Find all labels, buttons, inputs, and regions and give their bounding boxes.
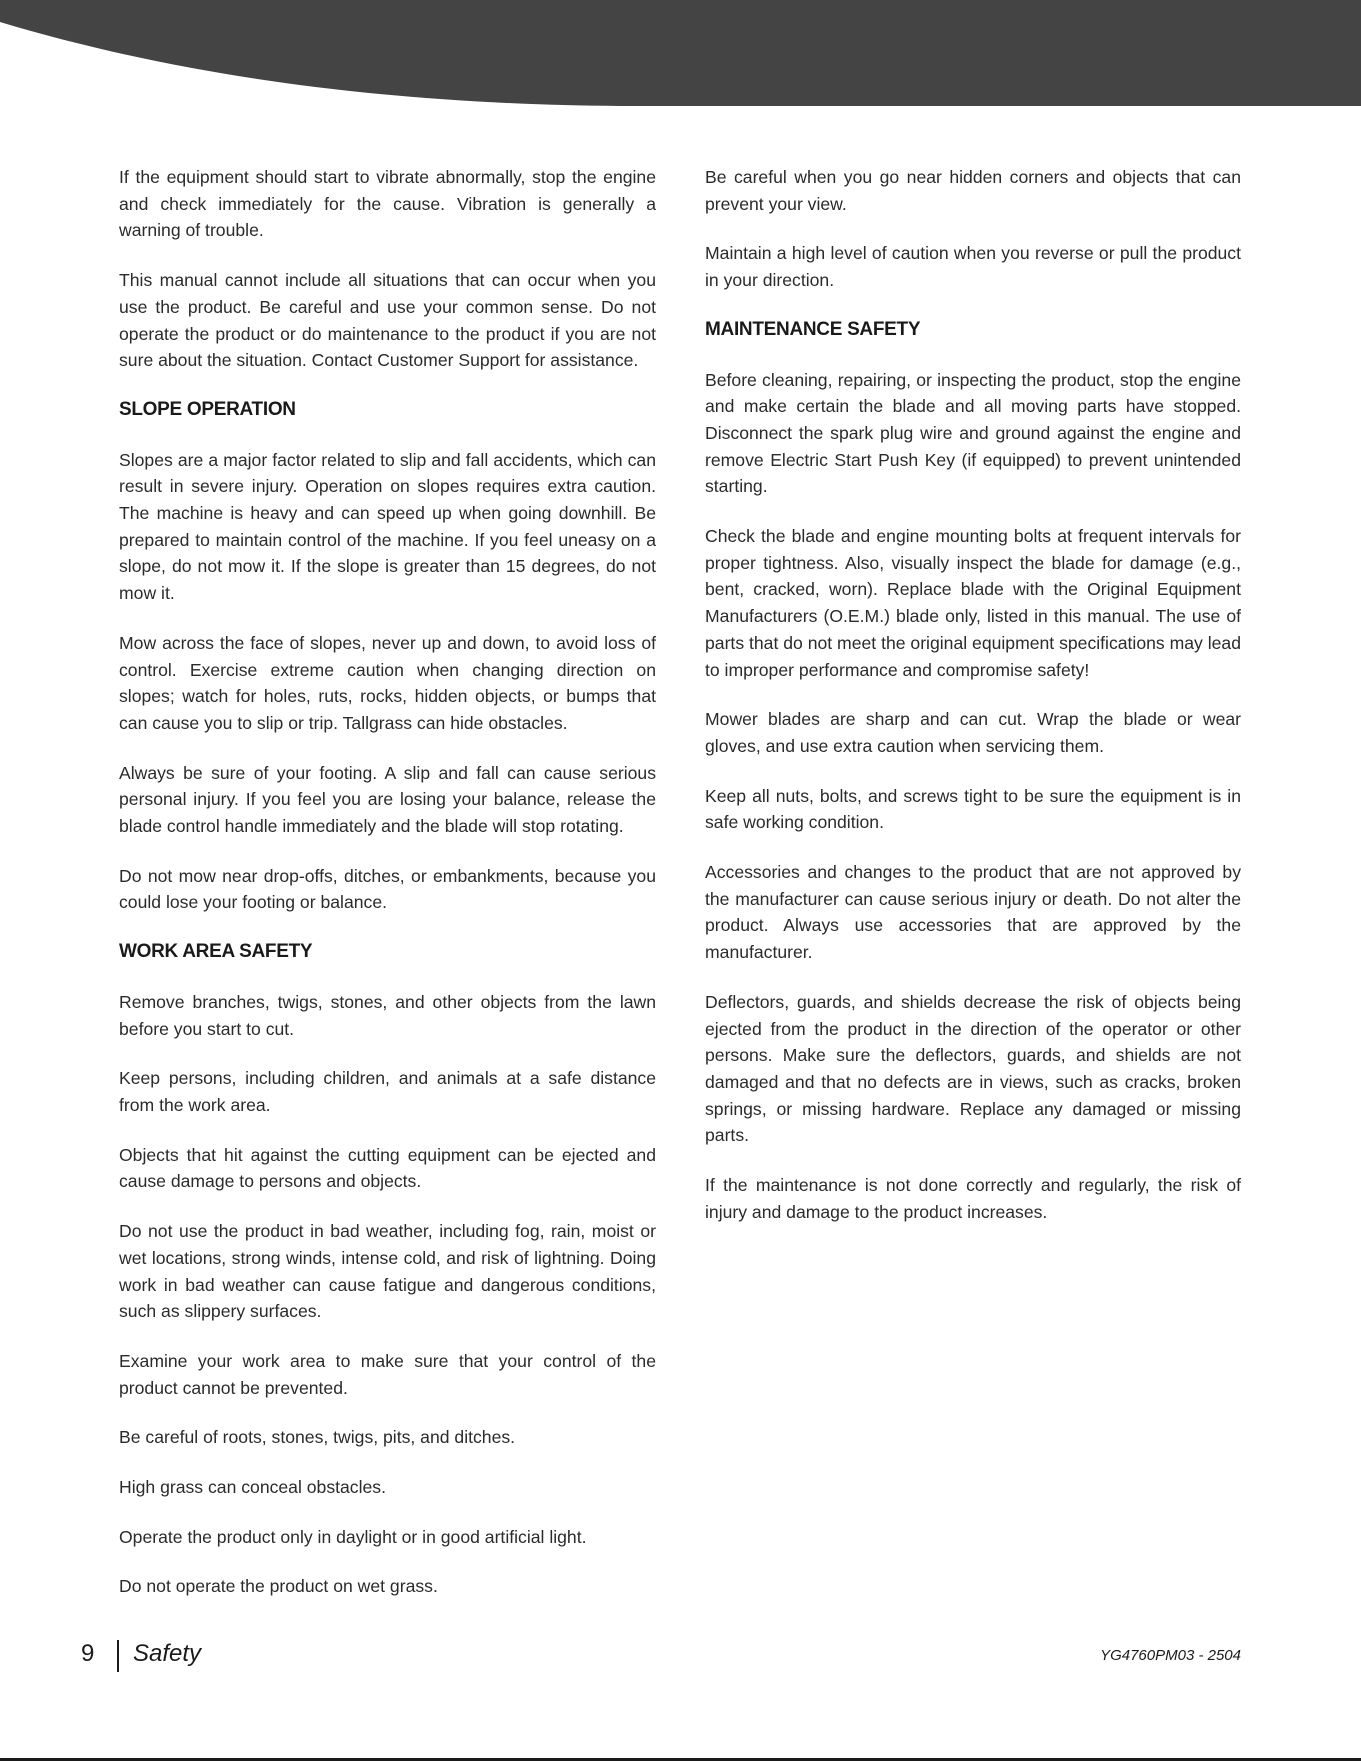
paragraph-remove-branches: Remove branches, twigs, stones, and other objects from the lawn before you start to cut.	[119, 991, 656, 1039]
paragraph-vibration: If the equipment should start to vibrate abnormally, stop the engine and check immediately for the cause. Vibration is generally a warning of trouble.	[119, 167, 656, 241]
paragraph-wet-grass: Do not operate the product on wet grass.	[119, 1576, 438, 1597]
heading-work-area-safety: WORK AREA SAFETY	[119, 941, 313, 963]
right-column	[705, 164, 1241, 1249]
paragraph-deflectors: Deflectors, guards, and shields decrease the risk of objects being ejected from the product in the direction of the operator or other persons. Make sure the deflectors, guards, and shields are not damaged and that no defects are in views, such as cracks, broken springs, or missing hardware. Replace any damaged or missing parts.	[705, 991, 1241, 1146]
paragraph-ejected-objects: Objects that hit against the cutting equipment can be ejected and cause damage to persons and objects.	[119, 1144, 656, 1192]
paragraph-daylight: Operate the product only in daylight or in good artificial light.	[119, 1526, 587, 1547]
paragraph-drop-offs: Do not mow near drop-offs, ditches, or embankments, because you could lose your footing or balance.	[119, 865, 656, 913]
footer-section-label: Safety	[133, 1640, 202, 1667]
paragraph-hidden-corners: Be careful when you go near hidden corners and objects that can prevent your view.	[705, 167, 1241, 214]
paragraph-before-cleaning: Before cleaning, repairing, or inspecting the product, stop the engine and make certain the blade and all moving parts have stopped. Disconnect the spark plug wire and ground against the engine and remove Electric Start Push Key (if equipped) to prevent unintended starting.	[705, 369, 1241, 497]
footer-divider	[117, 1640, 119, 1672]
paragraph-check-blade: Check the blade and engine mounting bolts at frequent intervals for proper tightness. Also, visually inspect the blade for damage (e.g., bent, cracked, worn). Replace blade with the Original Equipment Manufacturers (O.E.M.) blade only, listed in this manual. The use of parts that do not meet the original equipment specifications may lead to improper performance and compromise safety!	[705, 526, 1241, 680]
paragraph-bad-weather: Do not use the product in bad weather, including fog, rain, moist or wet locations, strong winds, intense cold, and risk of lightning. Doing work in bad weather can cause fatigue and dangerous conditions, such as slippery surfaces.	[119, 1221, 656, 1322]
paragraph-keep-persons: Keep persons, including children, and animals at a safe distance from the work area.	[119, 1068, 656, 1115]
paragraph-maintenance-risk: If the maintenance is not done correctly and regularly, the risk of injury and damage to the product increases.	[705, 1175, 1241, 1222]
header-band	[0, 0, 1361, 110]
paragraph-high-grass: High grass can conceal obstacles.	[119, 1477, 386, 1498]
heading-slope-operation: SLOPE OPERATION	[119, 398, 296, 420]
page-number: 9	[81, 1640, 95, 1667]
paragraph-slopes-accidents: Slopes are a major factor related to slip and fall accidents, which can result in severe injury. Operation on slopes requires extra caution. The machine is heavy and can speed up when going downhill. Be prepared to maintain control of the machine. If you feel uneasy on a slope, do not mow it. If the slope is greater than 15 degrees, do not mow it.	[119, 449, 656, 604]
paragraph-footing: Always be sure of your footing. A slip and fall can cause serious personal injury. If you feel you are losing your balance, release the blade control handle immediately and the blade will stop rotating.	[119, 762, 656, 837]
paragraph-roots-stones: Be careful of roots, stones, twigs, pits, and ditches.	[119, 1427, 516, 1448]
left-column	[119, 164, 656, 1623]
paragraph-nuts-bolts: Keep all nuts, bolts, and screws tight to be sure the equipment is in safe working condition.	[705, 785, 1241, 833]
paragraph-examine-area: Examine your work area to make sure that your control of the product cannot be prevented.	[119, 1350, 656, 1398]
header-wave-shape	[0, 0, 1361, 106]
heading-maintenance-safety: MAINTENANCE SAFETY	[705, 318, 921, 340]
paragraph-reverse-caution: Maintain a high level of caution when you reverse or pull the product in your direction.	[705, 243, 1241, 291]
paragraph-sharp-blades: Mower blades are sharp and can cut. Wrap the blade or wear gloves, and use extra caution when servicing them.	[705, 709, 1241, 756]
document-code: YG4760PM03 - 2504	[1100, 1647, 1241, 1664]
paragraph-accessories: Accessories and changes to the product that are not approved by the manufacturer can cause serious injury or death. Do not alter the product. Always use accessories that are approved by the manufacturer.	[705, 862, 1241, 963]
paragraph-manual-situations: This manual cannot include all situations that can occur when you use the product. Be careful and use your common sense. Do not operate the product or do maintenance to the product if you are not sure about the situation. Contact Customer Support for assistance.	[119, 270, 656, 371]
paragraph-mow-across: Mow across the face of slopes, never up and down, to avoid loss of control. Exercise extreme caution when changing direction on slopes; watch for holes, ruts, rocks, hidden objects, or bumps that can cause you to slip or trip. Tallgrass can hide obstacles.	[119, 632, 656, 733]
